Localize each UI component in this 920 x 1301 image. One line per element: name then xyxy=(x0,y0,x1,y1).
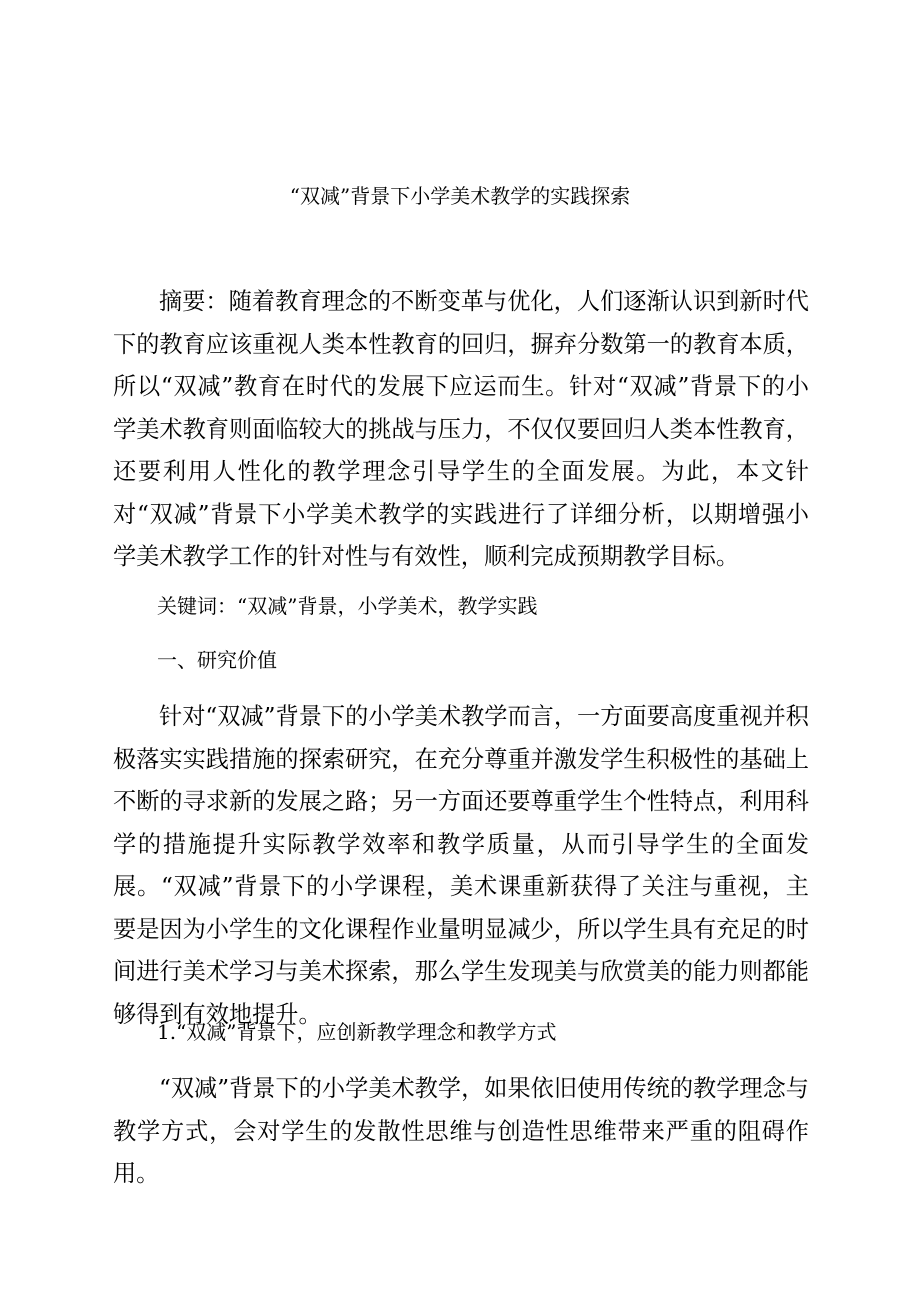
section-body-paragraph: 针对“双减”背景下的小学美术教学而言，一方面要高度重视并积极落实实践措施的探索研究，在充分尊重并激发学生积极性的基础上不断的寻求新的发展之路；另一方面还要尊重学生个性特点，利用科学的措施提升实际教学效率和教学质量，从而引导学生的全面发展。“双减”背景下的小学课程，美术课重新获得了关注与重视，主要是因为小学生的文化课程作业量明显减少，所以学生具有充足的时间进行美术学习与美术探索，那么学生发现美与欣赏美的能力则都能够得到有效地提升。 xyxy=(113,703,809,1028)
section-heading: 一、研究价值 xyxy=(157,648,277,672)
subsection-heading: 1.“双减”背景下，应创新教学理念和教学方式 xyxy=(157,1020,557,1044)
keywords-line: 关键词：“双减”背景，小学美术，教学实践 xyxy=(157,594,538,618)
abstract-paragraph: 摘要：随着教育理念的不断变革与优化，人们逐渐认识到新时代下的教育应该重视人类本性教育的回归，摒弃分数第一的教育本质，所以“双减”教育在时代的发展下应运而生。针对“双减”背景下的小学美术教育则面临较大的挑战与压力，不仅仅要回归人类本性教育，还要利用人性化的教学理念引导学生的全面发展。为此，本文针对“双减”背景下小学美术教学的实践进行了详细分析，以期增强小学美术教学工作的针对性与有效性，顺利完成预期教学目标。 xyxy=(113,288,809,570)
document-title: “双减”背景下小学美术教学的实践探索 xyxy=(289,184,631,208)
subsection-body-paragraph: “双减”背景下的小学美术教学，如果依旧使用传统的教学理念与教学方式，会对学生的发散性思维与创造性思维带来严重的阻碍作用。 xyxy=(113,1075,809,1187)
